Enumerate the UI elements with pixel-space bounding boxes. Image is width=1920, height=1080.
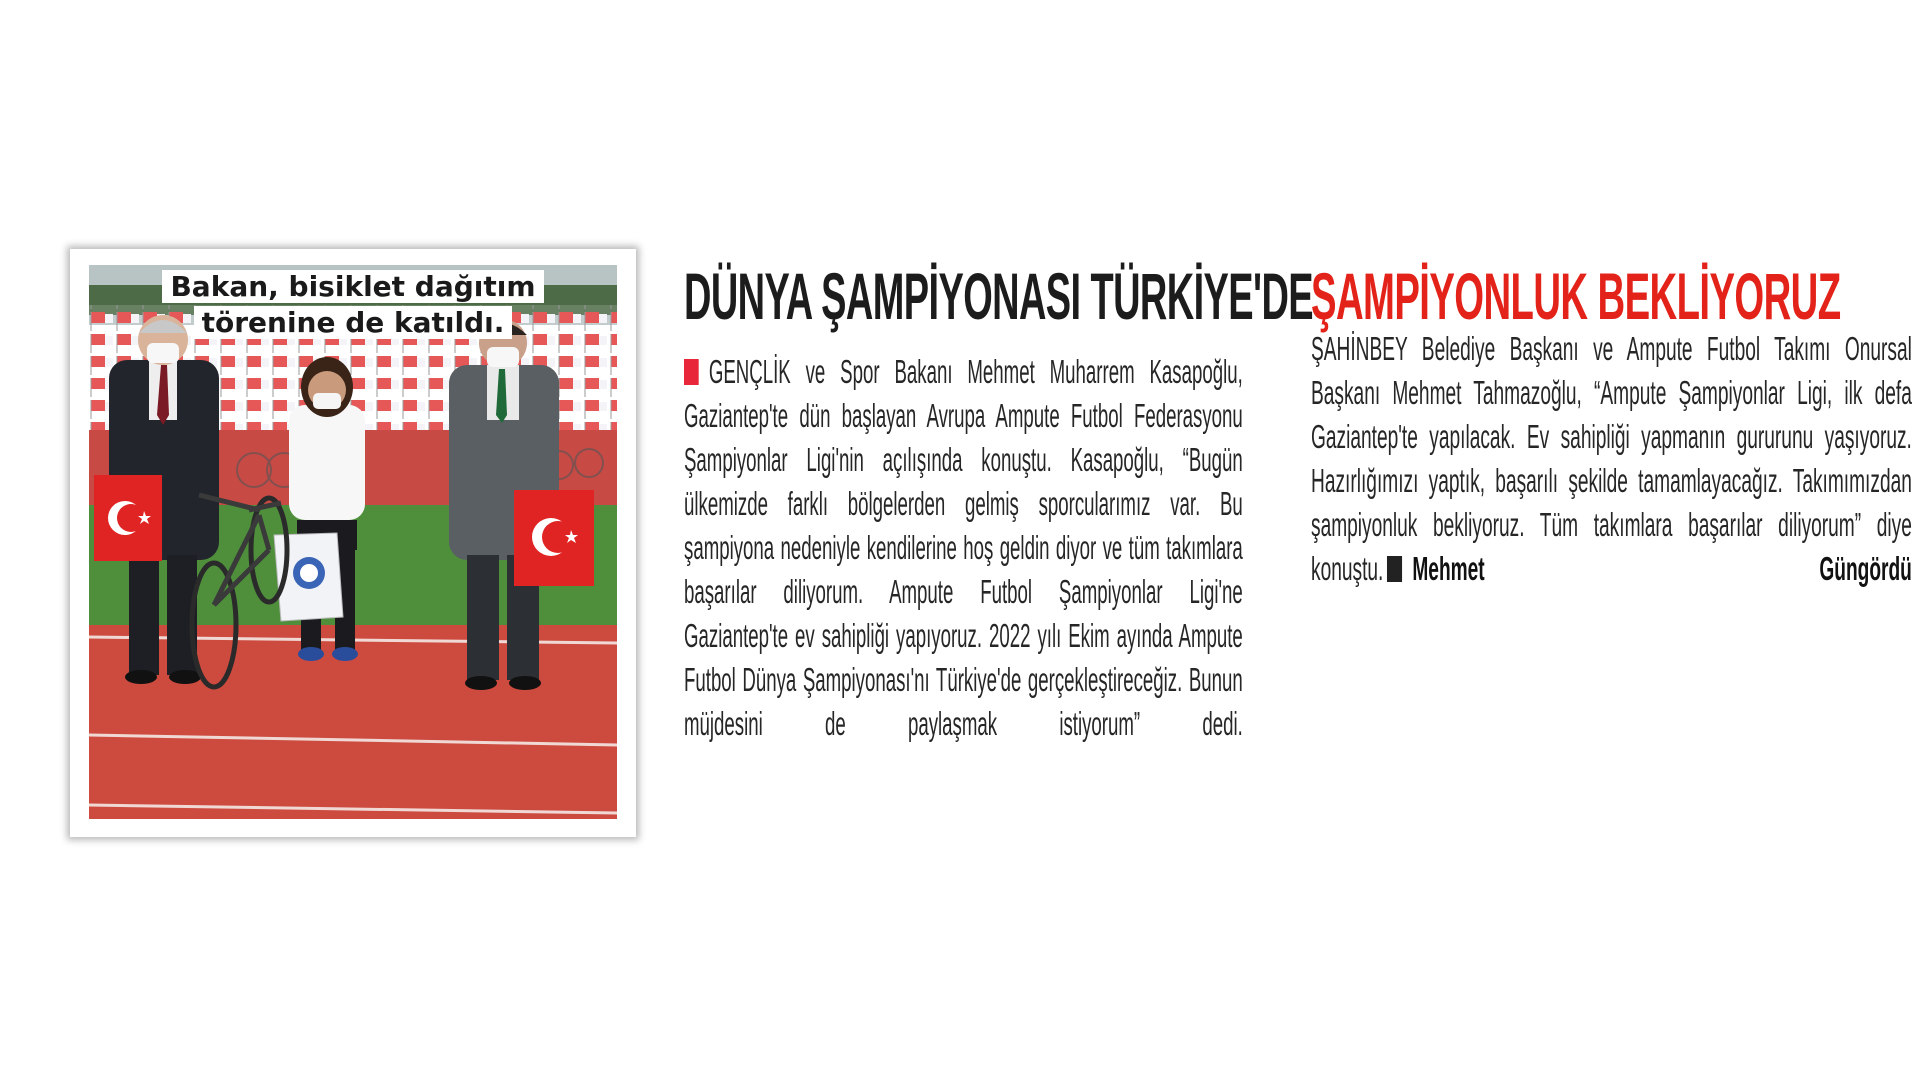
photo-caption xyxy=(89,269,617,341)
photo-card xyxy=(70,249,636,837)
ceremony-photo-illustration xyxy=(89,265,617,819)
article-body-right xyxy=(1311,327,1912,591)
headline-world-championship: DÜNYA ŞAMPİYONASI TÜRKİYE'DE xyxy=(684,259,1314,333)
headline-championship-expectation: ŞAMPİYONLUK BEKLİYORUZ xyxy=(1311,259,1841,333)
news-photo xyxy=(89,265,617,819)
photo-caption-line-2: törenine de katıldı. xyxy=(194,306,513,339)
author-byline: Mehmet Güngördü xyxy=(1412,550,1912,587)
article-body-left xyxy=(684,350,1243,746)
red-square-bullet-icon xyxy=(684,359,699,385)
article-left-text: GENÇLİK ve Spor Bakanı Mehmet Muharrem Kasapoğlu, Gaziantep'te dün başlayan Avrupa Ampute Futbol Federasyonu Şampiyonlar Ligi'nin açılışında konuştu. Kasapoğlu, “Bugün ülkemizde farklı bölgelerden gelmiş sporcularımız var. Bu şampiyona nedeniyle kendilerine hoş geldin diyor ve tüm takımlara başarılar diliyorum. Ampute Futbol Şampiyonlar Ligi'ne Gaziantep'te ev sahipliği yapıyoruz. 2022 yılı Ekim ayında Ampute Futbol Dünya Şampiyonası'nı Türkiye'de gerçekleştireceğiz. Bunun müjdesini de paylaşmak istiyorum” dedi. xyxy=(684,353,1243,742)
article-right-text: ŞAHİNBEY Belediye Başkanı ve Ampute Futbol Takımı Onursal Başkanı Mehmet Tahmazoğlu, “Ampute Şampiyonlar Ligi, ilk defa Gaziantep'te yapılacak. Ev sahipliği yapmanın gururunu yaşıyoruz. Hazırlığımızı yaptık, başarılı şekilde tamamlayacağız. Takımımızdan şampiyonluk bekliyoruz. Tüm takımlara başarılar diliyorum” diye konuştu. xyxy=(1311,330,1912,587)
black-square-bullet-icon xyxy=(1387,556,1402,582)
photo-caption-line-1: Bakan, bisiklet dağıtım xyxy=(162,270,543,303)
